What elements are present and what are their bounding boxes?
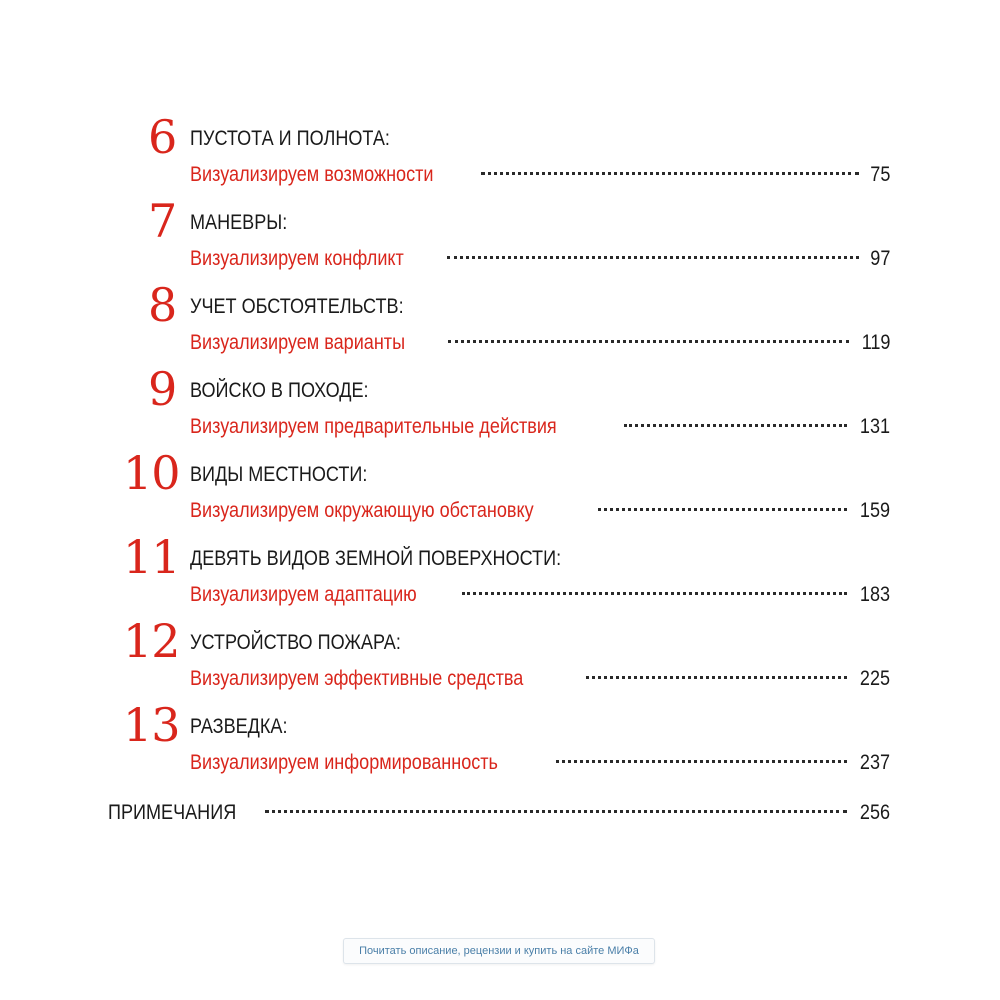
toc-entry-13 [0,700,1000,780]
page-number: 256 [859,801,890,824]
chapter-title: ПУСТОТА И ПОЛНОТА: [190,127,390,150]
chapter-number: 13 [123,698,180,752]
chapter-number: 11 [123,530,180,584]
chapter-title: ВИДЫ МЕСТНОСТИ: [190,463,368,486]
dot-leader [598,508,847,511]
chapter-title: УСТРОЙСТВО ПОЖАРА: [190,631,401,654]
chapter-number: 12 [123,614,180,668]
page-number: 97 [869,247,890,270]
page-number: 75 [869,163,890,186]
chapter-subtitle: Визуализируем информированность [190,751,498,774]
dot-leader [448,340,848,343]
chapter-subtitle: Визуализируем предварительные действия [190,415,557,438]
toc-entry-7 [0,196,1000,276]
dot-leader [447,256,859,259]
dot-leader [556,760,847,763]
toc-entry-8 [0,280,1000,360]
chapter-subtitle-row [190,410,890,444]
chapter-number: 10 [123,446,180,500]
chapter-title: МАНЕВРЫ: [190,211,288,234]
chapter-subtitle-row [190,494,890,528]
dot-leader [265,810,847,813]
chapter-title: ДЕВЯТЬ ВИДОВ ЗЕМНОЙ ПОВЕРХНОСТИ: [190,547,562,570]
toc-entry-9 [0,364,1000,444]
toc-entry-10 [0,448,1000,528]
chapter-subtitle: Визуализируем варианты [190,331,406,354]
chapter-title: РАЗВЕДКА: [190,715,288,738]
chapter-number: 7 [148,194,177,248]
chapter-subtitle: Визуализируем окружающую обстановку [190,499,534,522]
page-number: 225 [859,667,890,690]
chapter-subtitle-row [190,746,890,780]
chapter-subtitle-row [190,242,890,276]
chapter-subtitle-row [190,326,890,360]
chapter-number: 6 [148,110,177,164]
page-number: 131 [859,415,890,438]
chapter-title: ВОЙСКО В ПОХОДЕ: [190,379,369,402]
toc-entry-12 [0,616,1000,696]
chapter-number: 8 [148,278,177,332]
chapter-subtitle-row [190,158,890,192]
chapter-title: УЧЕТ ОБСТОЯТЕЛЬСТВ: [190,295,404,318]
chapter-subtitle: Визуализируем эффективные средства [190,667,524,690]
notes-label: ПРИМЕЧАНИЯ [108,801,237,824]
chapter-number: 9 [148,362,177,416]
chapter-subtitle-row [190,578,890,612]
chapter-subtitle: Визуализируем адаптацию [190,583,417,606]
toc-entry-notes [108,796,890,830]
toc-entry-11 [0,532,1000,612]
page-number: 237 [859,751,890,774]
page-number: 183 [859,583,890,606]
dot-leader [462,592,847,595]
chapter-subtitle: Визуализируем возможности [190,163,434,186]
buy-on-mif-link[interactable]: Почитать описание, рецензии и купить на сайте МИФа [343,938,655,964]
page-number: 159 [859,499,890,522]
chapter-subtitle: Визуализируем конфликт [190,247,404,270]
page-number: 119 [861,331,890,354]
dot-leader [586,676,847,679]
dot-leader [624,424,847,427]
chapter-subtitle-row [190,662,890,696]
dot-leader [481,172,859,175]
toc-entry-6 [0,112,1000,192]
